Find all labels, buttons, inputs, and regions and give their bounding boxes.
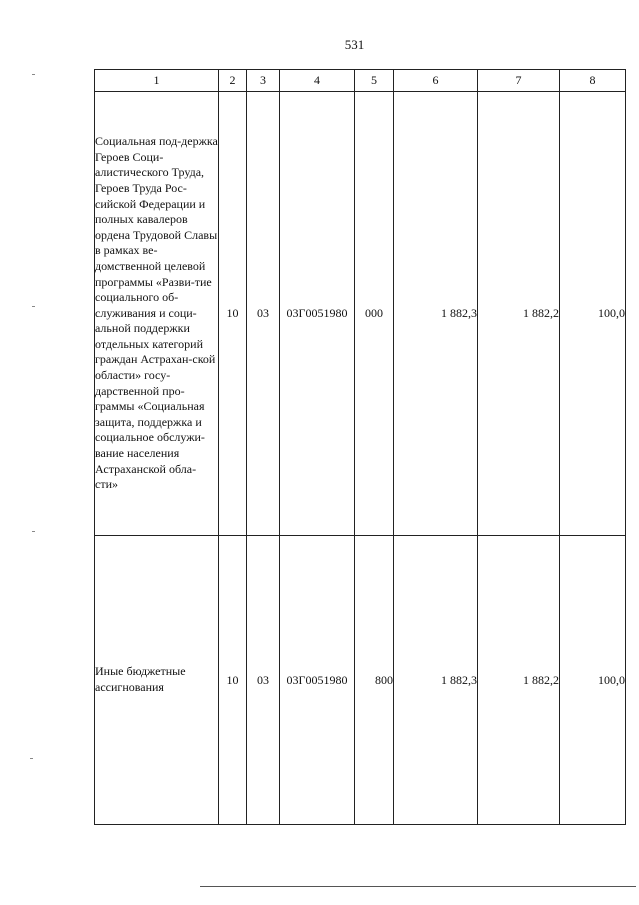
row-name-cell: Социальная под-держка Героев Соци-алистического Труда, Героев Труда Рос-сийской Федерации и полных кавалеров ордена Трудовой Славы в рамках ве-домственной целевой программы «Разви-тие социального об-служивания и соци-альной поддержки отдельных категорий граждан Астрахан-ской области» госу-дарственной про-граммы «Социальная защита, поддержка и социальное обслужи-вание населения Астраханской обла-сти» xyxy=(95,92,219,536)
scan-mark xyxy=(32,74,35,75)
table-row xyxy=(95,92,626,536)
percent-cell: 100,0 xyxy=(560,536,626,825)
row-name-cell: Иные бюджетные ассигнования xyxy=(95,536,219,825)
section-cell: 10 xyxy=(219,536,247,825)
budget-table xyxy=(94,69,626,825)
column-header: 8 xyxy=(560,70,626,92)
table-header-row xyxy=(95,70,626,92)
target-article-cell: 03Г0051980 xyxy=(280,536,355,825)
footer-rule xyxy=(200,886,636,887)
planned-amount-cell: 1 882,3 xyxy=(394,92,478,536)
expense-type-cell: 800 xyxy=(355,536,394,825)
scan-mark xyxy=(32,306,35,307)
percent-cell: 100,0 xyxy=(560,92,626,536)
column-header: 3 xyxy=(247,70,280,92)
scan-mark xyxy=(32,531,35,532)
table-row xyxy=(95,536,626,825)
page-number: 531 xyxy=(344,37,365,52)
planned-amount-cell: 1 882,3 xyxy=(394,536,478,825)
subsection-cell: 03 xyxy=(247,536,280,825)
column-header: 5 xyxy=(355,70,394,92)
column-header: 7 xyxy=(478,70,560,92)
column-header: 2 xyxy=(219,70,247,92)
actual-amount-cell: 1 882,2 xyxy=(478,536,560,825)
actual-amount-cell: 1 882,2 xyxy=(478,92,560,536)
expense-type-cell: 000 xyxy=(355,92,394,536)
column-header: 4 xyxy=(280,70,355,92)
section-cell: 10 xyxy=(219,92,247,536)
target-article-cell: 03Г0051980 xyxy=(280,92,355,536)
column-header: 1 xyxy=(95,70,219,92)
column-header: 6 xyxy=(394,70,478,92)
subsection-cell: 03 xyxy=(247,92,280,536)
scan-mark xyxy=(30,758,33,759)
